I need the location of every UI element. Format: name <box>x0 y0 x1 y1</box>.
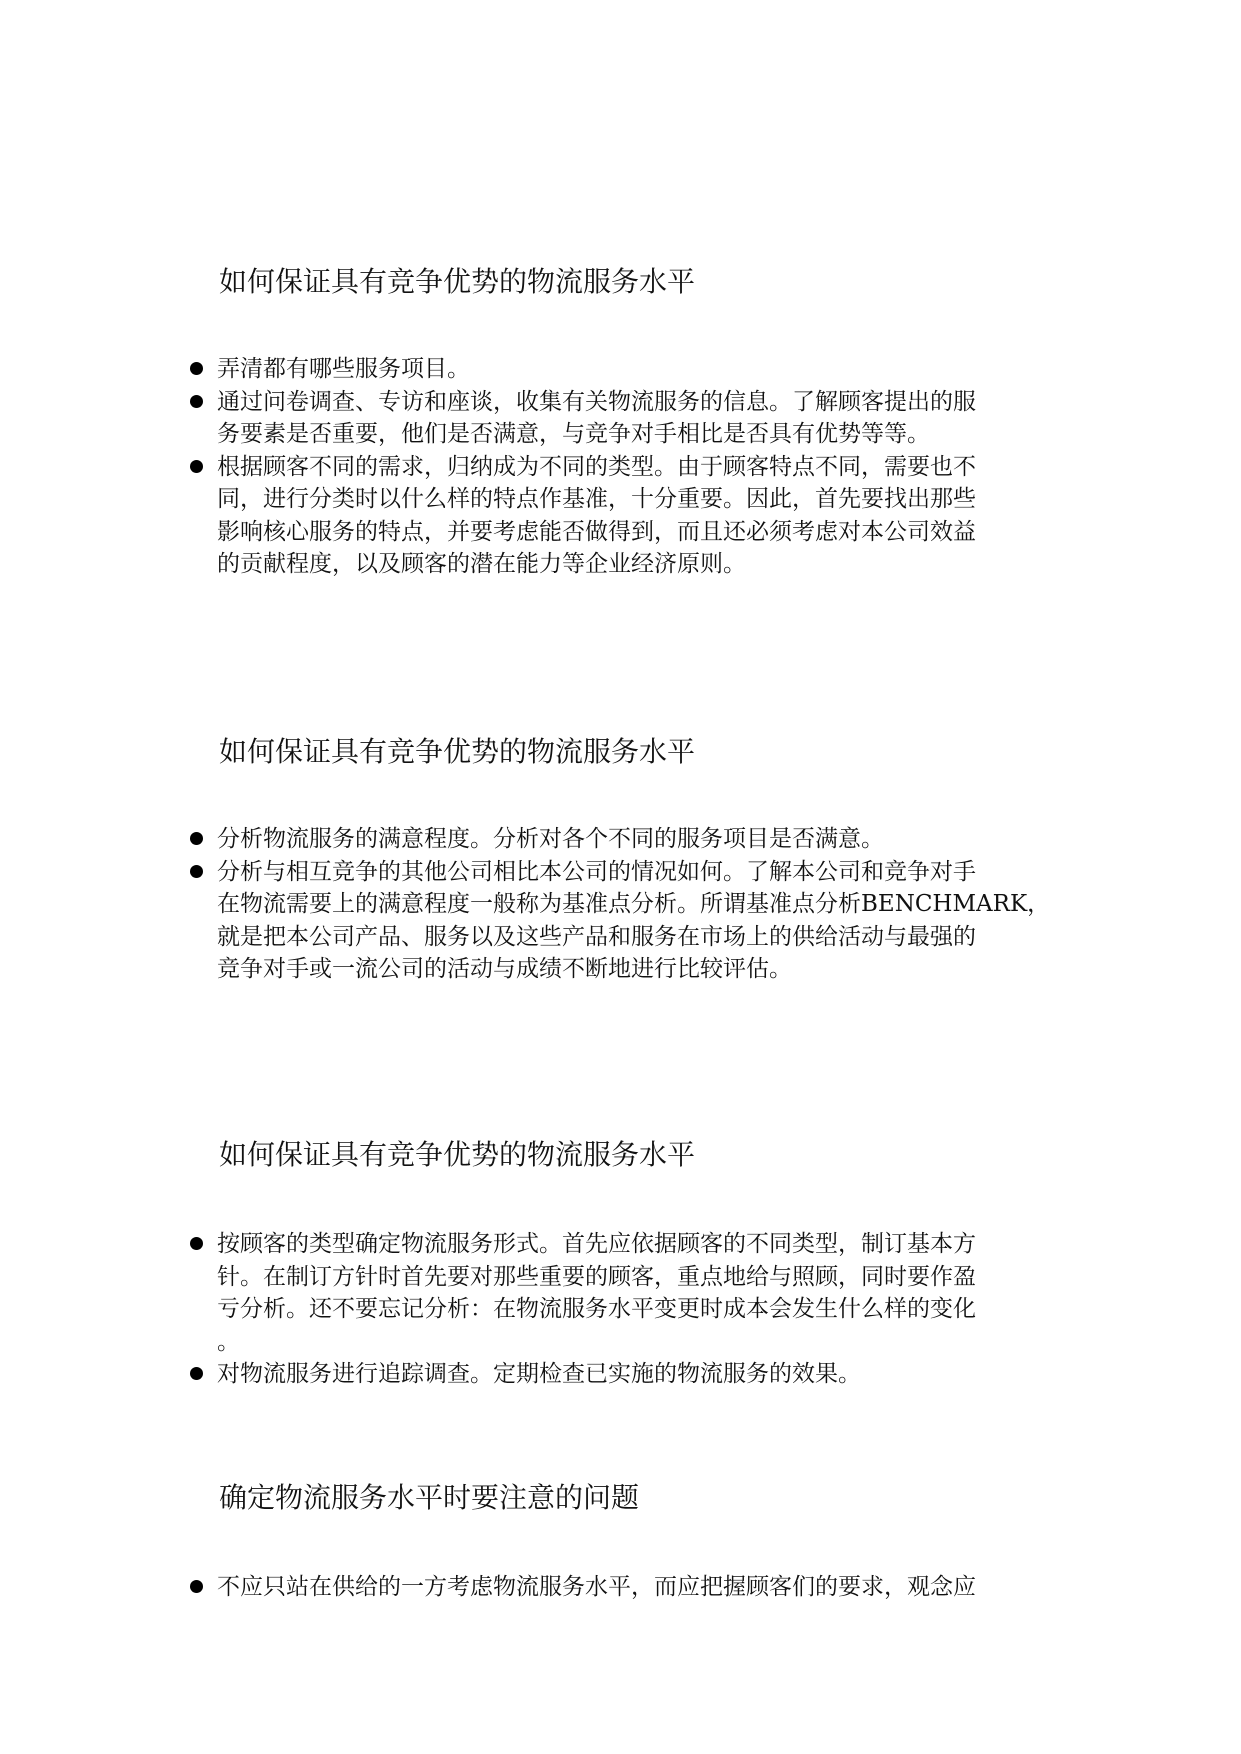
text-line: 。 <box>217 1328 240 1355</box>
text-line: 根据顾客不同的需求，归纳成为不同的类型。由于顾客特点不同，需要也不 <box>217 453 976 480</box>
bullet-list <box>188 353 1048 581</box>
text-line: 针。在制订方针时首先要对那些重要的顾客，重点地给与照顾，同时要作盈 <box>217 1263 976 1290</box>
bullet-dot-icon <box>190 1237 203 1250</box>
list-item <box>188 451 1048 581</box>
bullet-dot-icon <box>190 865 203 878</box>
section-title: 如何保证具有竞争优势的物流服务水平 <box>219 1138 696 1171</box>
list-item <box>188 353 1048 386</box>
section-title: 如何保证具有竞争优势的物流服务水平 <box>219 735 696 768</box>
text-line: 务要素是否重要，他们是否满意，与竞争对手相比是否具有优势等等。 <box>217 421 930 447</box>
list-item <box>188 1571 1048 1604</box>
text-line: 亏分析。还不要忘记分析：在物流服务水平变更时成本会发生什么样的变化 <box>217 1296 976 1322</box>
text-line: 在物流需要上的满意程度一般称为基准点分析。所谓基准点分析BENCHMARK， <box>217 891 1051 917</box>
section-title: 如何保证具有竞争优势的物流服务水平 <box>219 265 696 298</box>
text-line: 分析与相互竞争的其他公司相比本公司的情况如何。了解本公司和竞争对手 <box>217 858 976 885</box>
section-title: 确定物流服务水平时要注意的问题 <box>219 1481 640 1514</box>
text-line: 对物流服务进行追踪调查。定期检查已实施的物流服务的效果。 <box>217 1361 861 1387</box>
text-line: 弄清都有哪些服务项目。 <box>217 356 470 382</box>
text-line: 不应只站在供给的一方考虑物流服务水平，而应把握顾客们的要求，观念应 <box>217 1574 976 1600</box>
text-line: 竞争对手或一流公司的活动与成绩不断地进行比较评估。 <box>217 956 792 982</box>
bullet-dot-icon <box>190 362 203 375</box>
text-line: 影响核心服务的特点，并要考虑能否做得到，而且还必须考虑对本公司效益 <box>217 518 976 545</box>
list-item <box>188 1228 1048 1358</box>
list-item <box>188 856 1051 986</box>
text-line: 按顾客的类型确定物流服务形式。首先应依据顾客的不同类型，制订基本方 <box>217 1231 976 1257</box>
bullet-dot-icon <box>190 1580 203 1593</box>
text-line: 就是把本公司产品、服务以及这些产品和服务在市场上的供给活动与最强的 <box>217 923 976 950</box>
text-line: 同，进行分类时以什么样的特点作基准，十分重要。因此，首先要找出那些 <box>217 486 976 512</box>
list-item <box>188 1358 1048 1391</box>
bullet-dot-icon <box>190 832 203 845</box>
bullet-dot-icon <box>190 395 203 408</box>
list-item <box>188 823 1048 856</box>
bullet-dot-icon <box>190 460 203 473</box>
bullet-list <box>188 1228 1048 1391</box>
text-line: 分析物流服务的满意程度。分析对各个不同的服务项目是否满意。 <box>217 826 884 852</box>
text-line: 通过问卷调查、专访和座谈，收集有关物流服务的信息。了解顾客提出的服 <box>217 388 976 415</box>
list-item <box>188 386 1048 451</box>
bullet-list <box>188 1571 1048 1604</box>
bullet-list <box>188 823 1051 986</box>
text-line: 的贡献程度，以及顾客的潜在能力等企业经济原则。 <box>217 551 746 577</box>
bullet-dot-icon <box>190 1367 203 1380</box>
